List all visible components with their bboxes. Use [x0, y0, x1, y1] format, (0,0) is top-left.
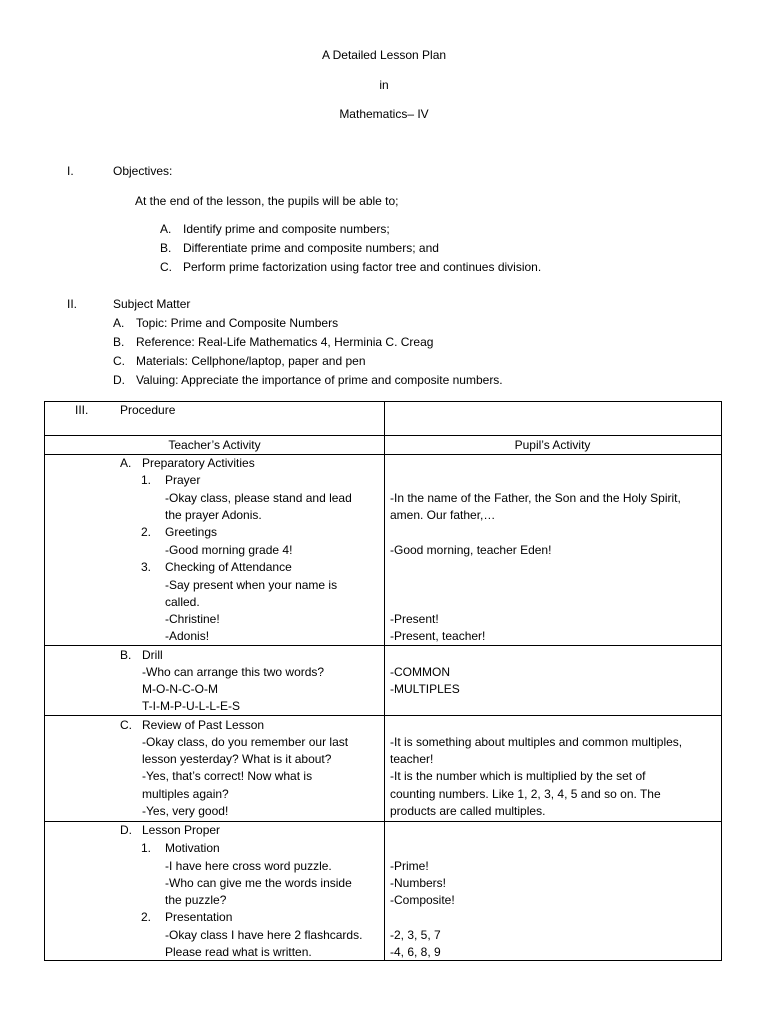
subject-materials: Materials: Cellphone/laptop, paper and pen: [136, 354, 366, 368]
lesson-proper-heading: Lesson Proper: [142, 823, 221, 837]
teacher-line: -Good morning grade 4!: [165, 543, 293, 557]
subject-letter: B.: [113, 335, 125, 349]
step-number: 2.: [141, 525, 152, 539]
pupil-activity-header: Pupil’s Activity: [514, 438, 591, 452]
subject-letter: A.: [113, 316, 125, 330]
preparatory-activities-heading: Preparatory Activities: [142, 456, 255, 470]
teacher-line: -Okay class, please stand and lead: [165, 491, 352, 505]
objective-letter: A.: [160, 222, 172, 236]
section-letter: B.: [120, 648, 132, 662]
subject-letter: C.: [113, 354, 125, 368]
drill-heading: Drill: [142, 648, 163, 662]
teacher-line: the prayer Adonis.: [165, 508, 262, 522]
step-number: 1.: [141, 473, 152, 487]
pupil-line: -Composite!: [390, 893, 455, 907]
teacher-activity-header: Teacher’s Activity: [168, 438, 261, 452]
procedure-heading: Procedure: [120, 403, 176, 417]
objective-letter: C.: [160, 260, 172, 274]
objectives-intro: At the end of the lesson, the pupils will be able to;: [135, 194, 399, 208]
pupil-line: -It is the number which is multiplied by the set of: [390, 769, 646, 783]
subject-reference: Reference: Real-Life Mathematics 4, Herminia C. Creag: [136, 335, 434, 349]
procedure-number: III.: [75, 403, 89, 417]
pupil-line: -2, 3, 5, 7: [390, 928, 441, 942]
teacher-line: -Adonis!: [165, 629, 210, 643]
subject-letter: D.: [113, 373, 125, 387]
row-divider: [45, 645, 721, 646]
pupil-line: -Good morning, teacher Eden!: [390, 543, 552, 557]
step-number: 3.: [141, 560, 152, 574]
pupil-line: -MULTIPLES: [390, 682, 460, 696]
pupil-line: amen. Our father,…: [390, 508, 496, 522]
teacher-line: -I have here cross word puzzle.: [165, 859, 332, 873]
row-divider: [45, 435, 721, 436]
teacher-line: lesson yesterday? What is it about?: [142, 752, 332, 766]
pupil-line: -Prime!: [390, 859, 429, 873]
pupil-line: -In the name of the Father, the Son and the Holy Spirit,: [390, 491, 681, 505]
teacher-line: -Who can give me the words inside: [165, 876, 352, 890]
step-number: 2.: [141, 910, 152, 924]
section-letter: C.: [120, 718, 132, 732]
teacher-line: T-I-M-P-U-L-L-E-S: [142, 699, 240, 713]
subject-topic: Topic: Prime and Composite Numbers: [136, 316, 339, 330]
title-connector: in: [379, 78, 389, 92]
document-title: A Detailed Lesson Plan: [321, 48, 447, 62]
presentation-heading: Presentation: [165, 910, 233, 924]
subject-matter-number: II.: [67, 297, 78, 311]
pupil-line: products are called multiples.: [390, 804, 546, 818]
objective-item: Perform prime factorization using factor tree and continues division.: [183, 260, 542, 274]
row-divider: [45, 454, 721, 455]
teacher-line: Please read what is written.: [165, 945, 312, 959]
teacher-line: the puzzle?: [165, 893, 227, 907]
pupil-line: -COMMON: [390, 665, 450, 679]
teacher-line: -Yes, that’s correct! Now what is: [142, 769, 313, 783]
teacher-line: multiples again?: [142, 787, 229, 801]
teacher-line: -Who can arrange this two words?: [142, 665, 325, 679]
row-divider: [45, 821, 721, 822]
objective-item: Identify prime and composite numbers;: [183, 222, 390, 236]
column-divider: [384, 402, 385, 960]
objective-letter: B.: [160, 241, 172, 255]
row-divider: [45, 715, 721, 716]
pupil-line: -Numbers!: [390, 876, 447, 890]
document-subject: Mathematics– IV: [339, 107, 429, 121]
attendance-heading: Checking of Attendance: [165, 560, 292, 574]
prayer-heading: Prayer: [165, 473, 201, 487]
objectives-number: I.: [67, 164, 74, 178]
subject-matter-heading: Subject Matter: [113, 297, 191, 311]
teacher-line: M-O-N-C-O-M: [142, 682, 218, 696]
teacher-line: -Say present when your name is: [165, 578, 338, 592]
section-letter: A.: [120, 456, 132, 470]
pupil-line: -Present!: [390, 612, 439, 626]
pupil-line: -Present, teacher!: [390, 629, 486, 643]
section-letter: D.: [120, 823, 132, 837]
step-number: 1.: [141, 841, 152, 855]
greetings-heading: Greetings: [165, 525, 218, 539]
procedure-table: [44, 401, 722, 961]
review-heading: Review of Past Lesson: [142, 718, 265, 732]
teacher-line: -Okay class I have here 2 flashcards.: [165, 928, 363, 942]
pupil-line: -4, 6, 8, 9: [390, 945, 441, 959]
teacher-line: called.: [165, 595, 200, 609]
teacher-line: -Yes, very good!: [142, 804, 229, 818]
teacher-line: -Okay class, do you remember our last: [142, 735, 349, 749]
objective-item: Differentiate prime and composite numbers; and: [183, 241, 439, 255]
pupil-line: -It is something about multiples and common multiples,: [390, 735, 683, 749]
pupil-line: teacher!: [390, 752, 434, 766]
motivation-heading: Motivation: [165, 841, 220, 855]
objectives-heading: Objectives:: [113, 164, 173, 178]
pupil-line: counting numbers. Like 1, 2, 3, 4, 5 and so on. The: [390, 787, 661, 801]
teacher-line: -Christine!: [165, 612, 220, 626]
subject-valuing: Valuing: Appreciate the importance of prime and composite numbers.: [136, 373, 503, 387]
